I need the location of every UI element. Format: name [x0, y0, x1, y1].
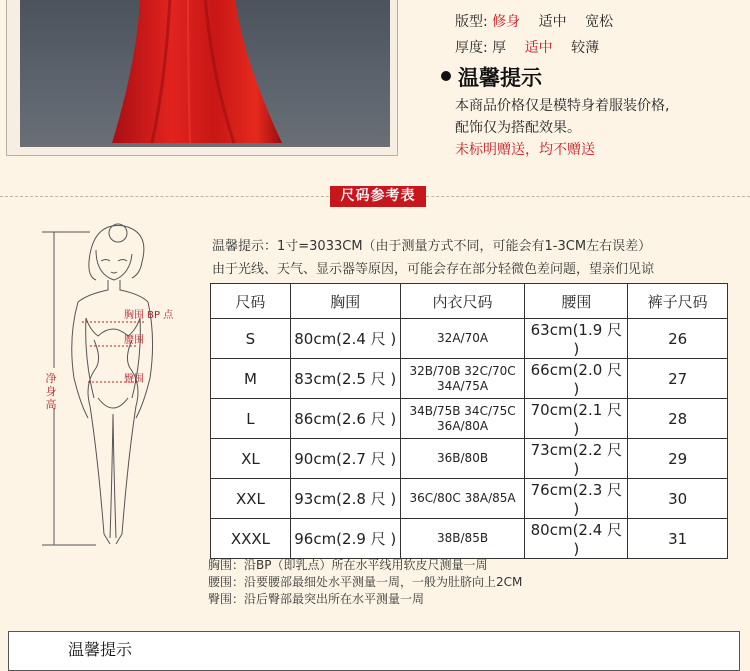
- red-dress-image: [20, 0, 390, 147]
- thickness-label: 厚度:: [455, 40, 488, 56]
- bust-cell: 96cm(2.9 尺 ): [290, 519, 400, 559]
- table-header-row: [211, 284, 728, 319]
- body-measure-figure: [38, 218, 188, 550]
- size-cell: S: [211, 319, 291, 359]
- size-table: [210, 283, 728, 559]
- waist-cell: 70cm(2.1 尺 ): [525, 399, 628, 439]
- table-row: [211, 519, 728, 559]
- hip-label: 臀围: [124, 374, 144, 385]
- size-cell: XL: [211, 439, 291, 479]
- bra-line: 32A/70A: [437, 331, 489, 345]
- pants-cell: 31: [628, 519, 728, 559]
- header-bust: 胸围: [290, 284, 400, 319]
- header-pants-size: 裤子尺码: [628, 284, 728, 319]
- height-label: 净身高: [45, 372, 57, 411]
- female-figure-illustration: [38, 218, 188, 550]
- header-bra-size: 内衣尺码: [400, 284, 525, 319]
- waist-cell: 76cm(2.3 尺 ): [525, 479, 628, 519]
- size-cell: L: [211, 399, 291, 439]
- thickness-row: [455, 37, 613, 57]
- bra-cell: [400, 479, 525, 519]
- bra-line: 32B/70B 32C/70C: [409, 363, 516, 378]
- waist-cell: 73cm(2.2 尺 ): [525, 439, 628, 479]
- tip-line-3: 未标明赠送，均不赠送: [455, 142, 595, 158]
- thickness-option-thin: 较薄: [571, 40, 600, 56]
- bra-line: 38B/85B: [437, 531, 489, 545]
- bra-line: 36C/80C 38A/85A: [409, 491, 516, 505]
- size-cell: XXXL: [211, 519, 291, 559]
- table-row: [211, 479, 728, 519]
- fit-option-regular: 适中: [538, 14, 567, 30]
- bra-line: 36B/80B: [437, 451, 489, 465]
- bra-cell: [400, 359, 525, 399]
- product-photo-frame: [6, 0, 398, 156]
- size-cell: XXL: [211, 479, 291, 519]
- table-row: [211, 439, 728, 479]
- measure-note-waist: 腰围：沿要腰部最细处水平测量一周，一般为肚脐向上2CM: [208, 575, 523, 589]
- fit-option-loose: 宽松: [585, 14, 614, 30]
- bust-cell: 86cm(2.6 尺 ): [290, 399, 400, 439]
- thickness-option-medium: 适中: [524, 40, 553, 56]
- measure-note-bust: 胸围：沿BP（即乳点）所在水平线用软皮尺测量一周: [208, 558, 488, 572]
- bottom-notice-title: 温馨提示: [68, 640, 133, 659]
- bra-cell: [400, 519, 525, 559]
- bra-cell: [400, 439, 525, 479]
- header-waist: 腰围: [525, 284, 628, 319]
- waist-cell: 80cm(2.4 尺 ): [525, 519, 628, 559]
- pants-cell: 29: [628, 439, 728, 479]
- bust-cell: 80cm(2.4 尺 ): [290, 319, 400, 359]
- size-note-1: 温馨提示：1寸=3033CM（由于测量方式不同，可能会有1-3CM左右误差）: [212, 239, 652, 254]
- thickness-option-thick: 厚: [492, 40, 507, 56]
- bra-cell: [400, 319, 525, 359]
- fit-row: [455, 11, 627, 31]
- size-cell: M: [211, 359, 291, 399]
- bust-cell: 93cm(2.8 尺 ): [290, 479, 400, 519]
- bra-cell: [400, 399, 525, 439]
- bullet-icon: [441, 71, 451, 81]
- bra-line: 34A/75A: [437, 378, 489, 393]
- table-row: [211, 319, 728, 359]
- waist-cell: 63cm(1.9 尺 ): [525, 319, 628, 359]
- size-note-2: 由于光线、天气、显示器等原因，可能会存在部分轻微色差问题，望亲们见谅: [212, 262, 655, 277]
- tip-line-2: 配饰仅为搭配效果。: [455, 120, 581, 136]
- pants-cell: 30: [628, 479, 728, 519]
- waist-cell: 66cm(2.0 尺 ): [525, 359, 628, 399]
- product-photo: [20, 0, 390, 147]
- fit-label: 版型:: [455, 14, 488, 30]
- fit-option-slim: 修身: [492, 14, 521, 30]
- bra-line: 34B/75B 34C/75C: [409, 403, 516, 418]
- size-chart-title: 尺码参考表: [330, 186, 426, 207]
- table-row: [211, 399, 728, 439]
- pants-cell: 28: [628, 399, 728, 439]
- header-size: 尺码: [211, 284, 291, 319]
- bust-cell: 83cm(2.5 尺 ): [290, 359, 400, 399]
- measure-note-hip: 臀围：沿后臀部最突出所在水平测量一周: [208, 592, 425, 606]
- bra-line: 36A/80A: [437, 418, 489, 433]
- pants-cell: 27: [628, 359, 728, 399]
- bust-label: 胸围 BP 点: [124, 310, 174, 321]
- table-row: [211, 359, 728, 399]
- tip-title: 温馨提示: [458, 66, 542, 90]
- waist-label: 腰围: [124, 335, 144, 346]
- bust-cell: 90cm(2.7 尺 ): [290, 439, 400, 479]
- pants-cell: 26: [628, 319, 728, 359]
- tip-line-1: 本商品价格仅是模特身着服装价格,: [455, 98, 670, 114]
